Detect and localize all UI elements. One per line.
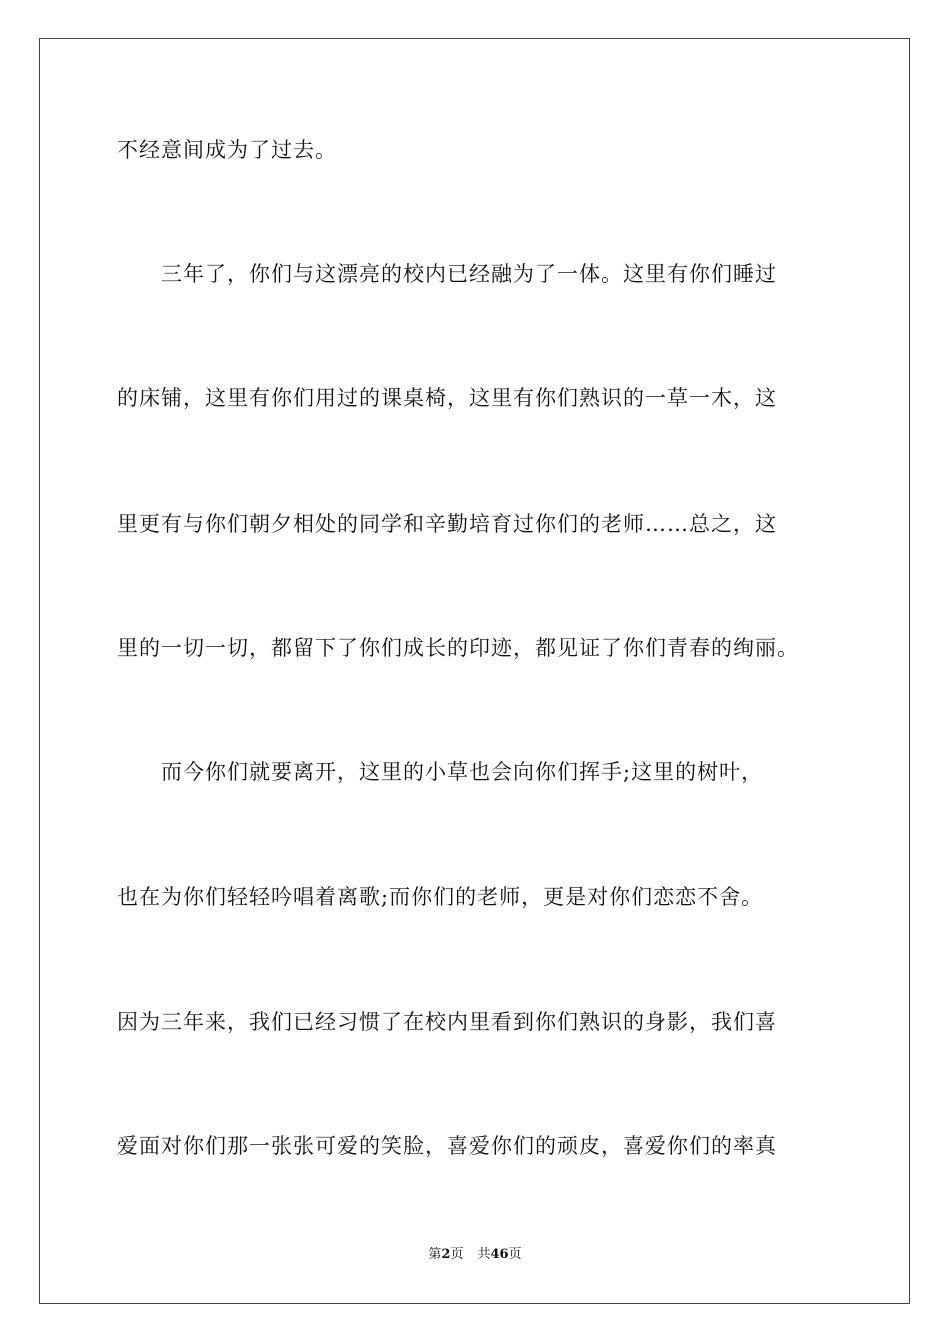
page-number: 2 bbox=[441, 1247, 451, 1262]
total-suffix: 页 bbox=[508, 1247, 522, 1262]
body-line-6: 而今你们就要离开，这里的小草也会向你们挥手;这里的树叶， bbox=[117, 760, 764, 784]
body-line-1: 不经意间成为了过去。 bbox=[117, 138, 337, 162]
body-line-3: 的床铺，这里有你们用过的课桌椅，这里有你们熟识的一草一木，这 bbox=[117, 386, 777, 410]
page-suffix: 页 bbox=[450, 1247, 464, 1262]
body-line-9: 爱面对你们那一张张可爱的笑脸，喜爱你们的顽皮，喜爱你们的率真 bbox=[117, 1134, 777, 1158]
body-line-4: 里更有与你们朝夕相处的同学和辛勤培育过你们的老师……总之，这 bbox=[117, 512, 777, 536]
total-pages: 46 bbox=[490, 1247, 509, 1262]
body-line-7: 也在为你们轻轻吟唱着离歌;而你们的老师，更是对你们恋恋不舍。 bbox=[117, 885, 764, 909]
total-prefix: 共 bbox=[477, 1247, 491, 1262]
body-line-8: 因为三年来，我们已经习惯了在校内里看到你们熟识的身影，我们喜 bbox=[117, 1010, 777, 1034]
page-prefix: 第 bbox=[428, 1247, 442, 1262]
body-line-5: 里的一切一切，都留下了你们成长的印迹，都见证了你们青春的绚丽。 bbox=[117, 636, 799, 660]
body-line-2: 三年了，你们与这漂亮的校内已经融为了一体。这里有你们睡过 bbox=[117, 262, 777, 286]
page-border bbox=[39, 38, 910, 1304]
page-footer bbox=[0, 1246, 950, 1264]
